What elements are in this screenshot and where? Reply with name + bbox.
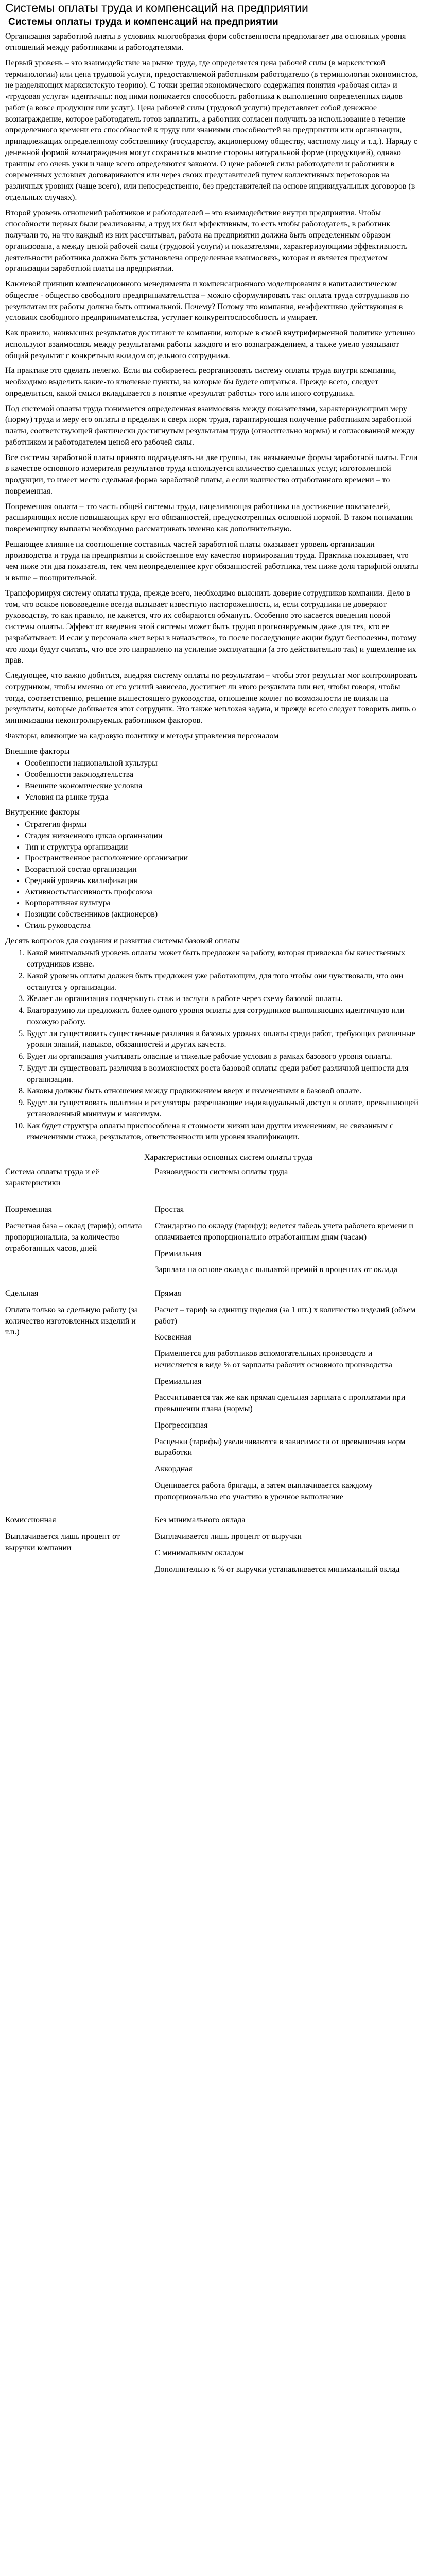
variant-name: Аккордная bbox=[154, 1465, 193, 1474]
paragraph: Как правило, наивысших результатов достигают те компании, которые в своей внутрифирменной политике успешно используют взаимосвязь между результатами работы каждого и его вознаграждением, а также умело увязывают общий результат с конкретным вкладом отдельного сотрудника. bbox=[5, 329, 415, 360]
variant-name: Без минимального оклада bbox=[154, 1516, 246, 1525]
system-description: Расчетная база – оклад (тариф); оплата пропорциональна, за количество отработанных часов, дней bbox=[5, 1222, 142, 1253]
paragraph: Решающее влияние на соотношение составных частей заработной платы оказывает уровень организации производства и труда на предприятии и свойственное ему качество нормирования труда. Практика показывает, что чем ниже эти два показателя, тем чем неопределеннее круг обязанностей работника, тем ниже доля тарифной оплаты и выше – поощрительной. bbox=[5, 539, 418, 583]
paragraph: Первый уровень – это взаимодействие на рынке труда, где определяется цена рабочей силы (в марксистской терминологии) или цена трудовой услуги, предоставляемой работником работодателю (в терминологии экономистов, не разделяющих марксистскую теорию). С точки зрения экономического содержания понятия «рабочая сила» и «трудовая услуга» идентичны: под ними понимается способность работника к выполнению определенных видов работ (а вовсе продукция или услуг). Цена рабочей силы (трудовой услуги) представляет собой денежное вознаграждение, которое работодатель готов заплатить, а работник согласен получить за использование в течение определенного времени его способностей к труду или знаниями способностей на предприятии или организации, принадлежащих определенному собственнику (государству, акционерному обществу, частному лицу и т.д.). Наряду с денежной формой вознаграждения могут сохраняться многие стороны натуральной форме (продукцией), однако границы его очень узки и чаще всего определяются законом. О цене рабочей силы работодатели и работники в современных условиях договариваются или через своих представителей путем коллективных переговоров на различных уровнях (чаще всего), или непосредственно, без представителей на основе индивидуальных договоров (в отдельных случаях). bbox=[5, 58, 418, 202]
question-item: 7. Будут ли существовать различия в возможностях роста базовой оплаты среди работ различной ценности для организации. bbox=[27, 1063, 421, 1086]
system-name: Повременная bbox=[5, 1205, 53, 1214]
system-name: Сдельная bbox=[5, 1289, 39, 1298]
list-item: • Внешние экономические условия bbox=[25, 781, 421, 792]
table-cell bbox=[155, 1204, 421, 1281]
variant-description: Зарплата на основе оклада с выплатой премий в процентах от оклада bbox=[154, 1265, 397, 1275]
table-header-cell: Разновидности системы оплаты труда bbox=[154, 1167, 288, 1176]
paragraph: Второй уровень отношений работников и работодателей – это взаимодействие внутри предприятия. Чтобы способности первых были реализованы, а труд их был эффективным, то есть чтобы работодатель, в работник получали то, на что каждый из них рассчитывал, работа на предприятии должна быть определенным образом организована, а между ценой рабочей силы (трудовой услуги) и показателями, характеризующими эффективность деятельности работника должна быть установлена определенная взаимосвязь, которая и является предметом организации заработной платы на предприятии. bbox=[5, 208, 408, 274]
question-item: 1. Какой минимальный уровень оплаты может быть предложен за работу, которая привлекла бы качественных сотрудников извне. bbox=[27, 947, 421, 970]
variant-description: Стандартно по окладу (тарифу); ведется табель учета рабочего времени и оплачивается пропорционально отработанным дням (часам) bbox=[154, 1222, 413, 1242]
variant-name: Прямая bbox=[154, 1289, 181, 1298]
table-header-cell: Система оплаты труда и её характеристики bbox=[5, 1167, 99, 1188]
factors-heading: Факторы, влияющие на кадровую политику и методы управления персоналом bbox=[5, 731, 279, 740]
question-item: 5. Будут ли существовать существенные различия в базовых уровнях оплаты среди работ, требующих различные уровни знаний, навыков, обязанностей и других качеств. bbox=[27, 1028, 421, 1051]
list-item: • Позиции собственников (акционеров) bbox=[25, 909, 421, 920]
variant-description: Применяется для работников вспомогательных производств и исчисляется в виде % от зарплаты рабочих основного производства bbox=[154, 1349, 392, 1369]
variant-name: Косвенная bbox=[154, 1333, 192, 1342]
variant-description: Оценивается работа бригады, а затем выплачивается каждому пропорционально его участию в урочное выполнение bbox=[154, 1481, 373, 1501]
variant-name: Премиальная bbox=[154, 1377, 202, 1386]
paragraph: Ключевой принцип компенсационного менеджмента и компенсационного моделирования в капиталистическом обществе - общество свободного предпринимательства – можно сформулировать так: оплата труда сотрудников по результатам их работы должна быть оптимальной. Почему? Потому что компания, неэффективно действующая в условиях свободного предпринимательства, уступает конкурентоспособность и умирает. bbox=[5, 280, 409, 323]
variant-description: Выплачивается лишь процент от выручки bbox=[154, 1532, 302, 1541]
paragraph: Все системы заработной платы принято подразделять на две группы, так называемые формы заработной платы. Если в качестве основного измерителя результатов труда используется количество сделанных услуг, изготовленной продукции, то имеет место сдельная форма заработной платы, а если количество отработанного времени – то повременная. bbox=[5, 453, 418, 496]
list-item: • Условия на рынке труда bbox=[25, 792, 421, 803]
variant-name: С минимальным окладом bbox=[154, 1548, 244, 1557]
list-item: • Стратегия фирмы bbox=[25, 819, 421, 831]
paragraph: Трансформируя систему оплаты труда, прежде всего, необходимо выяснить доверие сотрудников компании. Дело в том, что всякое нововведение всегда вызывает известную настороженность, и, если сотрудники не доверяют руководству, то как правило, не кажется, что их собираются обмануть. Особенно это касается введения новой системы оплаты. Эффект от введения этой системы может быть трудно прогнозируемым даже для тех, кто ее разрабатывает. И если у персонала «нет веры в начальство», то после последующие акции будут бесполезны, потому что люди будут считать, что все это направлено на усиление эксплуатации (а это действительно так) и ущемление их прав. bbox=[5, 588, 417, 665]
table-row bbox=[5, 1507, 421, 1580]
question-item: 10. Как будет структура оплаты приспособлена к стоимости жизни или другим изменениям, не связанным с изменениями стажа, результатов, ответственности или уровня квалификации. bbox=[27, 1121, 421, 1143]
question-item: 9. Будут ли существовать политики и регуляторы разрешающие индивидуальный доступ к оплате, превышающей установленный минимум и максимум. bbox=[27, 1097, 421, 1120]
page-title: Системы оплаты труда и компенсаций на предприятии bbox=[5, 1, 308, 14]
list-item: • Активность/пассивность профсоюза bbox=[25, 887, 421, 898]
variant-description: Расчет – тариф за единицу изделия (за 1 шт.) х количество изделий (объем работ) bbox=[154, 1305, 416, 1326]
list-item: • Стиль руководства bbox=[25, 920, 421, 931]
table-header-row bbox=[5, 1166, 421, 1205]
external-factors-list bbox=[5, 758, 421, 803]
variant-name: Премиальная bbox=[154, 1249, 202, 1258]
pay-systems-table bbox=[5, 1166, 421, 1581]
questions-list bbox=[5, 947, 421, 1143]
list-item: • Тип и структура организации bbox=[25, 842, 421, 853]
paragraph: Организация заработной платы в условиях многообразия форм собственности предполагает два основных уровня отношений между работниками и работодателями. bbox=[5, 32, 406, 53]
list-item: • Особенности законодательства bbox=[25, 769, 421, 781]
list-item: • Стадия жизненного цикла организации bbox=[25, 831, 421, 842]
table-cell bbox=[155, 1281, 421, 1507]
paragraph: Следующее, что важно добиться, внедряя систему оплаты по результатам – чтобы этот результат мог контролировать сотрудником, чтобы именно от его усилий зависело, достигнет ли этого результата или нет, чтобы говоря, чтобы тогда, соответственно, решение вышестоящего руководства, отношение коллег по возможности не влияли на результаты, которые добивается этот сотрудник. Это также неплохая задача, и прежде всего следует говорить лишь о минимизации неконтролируемых работником факторов. bbox=[5, 671, 417, 725]
variant-description: Расценки (тарифы) увеличиваются в зависимости от превышения норм выработки bbox=[154, 1437, 406, 1458]
question-item: 2. Какой уровень оплаты должен быть предложен уже работающим, для того чтобы они чувствовали, что они останутся у организации. bbox=[27, 971, 421, 993]
internal-factors-list bbox=[5, 819, 421, 931]
list-item: • Корпоративная культура bbox=[25, 897, 421, 909]
table-cell bbox=[155, 1507, 421, 1580]
questions-intro: Десять вопросов для создания и развития системы базовой оплаты bbox=[5, 936, 240, 945]
variant-description: Дополнительно к % от выручки устанавливается минимальный оклад bbox=[154, 1565, 400, 1574]
list-item: • Возрастной состав организации bbox=[25, 864, 421, 875]
variant-description: Рассчитывается так же как прямая сдельная зарплата с проплатами при превышении плана (нормы) bbox=[154, 1393, 406, 1414]
system-description: Оплата только за сдельную работу (за количество изготовленных изделий и т.п.) bbox=[5, 1305, 138, 1337]
question-item: 3. Желает ли организация подчеркнуть стаж и заслуги в работе через схему базовой оплаты. bbox=[27, 993, 421, 1005]
system-description: Выплачивается лишь процент от выручки компании bbox=[5, 1532, 120, 1552]
question-item: 8. Каковы должны быть отношения между продвижением вверх и изменениями в базовой оплате. bbox=[27, 1086, 421, 1097]
external-factors-label: Внешние факторы bbox=[5, 747, 70, 756]
table-caption: Характеристики основных систем оплаты труда bbox=[144, 1153, 313, 1162]
internal-factors-label: Внутренние факторы bbox=[5, 808, 80, 817]
question-item: 4. Благоразумно ли предложить более одного уровня оплаты для сотрудников выполняющих идентичную или похожую работу. bbox=[27, 1005, 421, 1028]
list-item: • Средний уровень квалификации bbox=[25, 875, 421, 887]
question-item: 6. Будет ли организация учитывать опасные и тяжелые рабочие условия в рамках базового уровня оплаты. bbox=[27, 1051, 421, 1062]
table-cell bbox=[5, 1281, 155, 1507]
paragraph: Повременная оплата – это часть общей системы труда, нацеливающая работника на достижение показателей, расширяющих иссле повышающих круг его обязанностей, предусмотренных основной нормой. В таком понимании повременщику выплаты необходимо рассматривать именно как дополнительную. bbox=[5, 502, 413, 534]
table-row bbox=[5, 1281, 421, 1507]
paragraph: Под системой оплаты труда понимается определенная взаимосвязь между показателями, характеризующими меру (норму) труда и меру его оплаты в пределах и сверх норм труда, гарантирующая получение работником заработной платы, соответствующей фактически достигнутым результатам труда (относительно нормы) и согласованной между работником и работодателем ценой его рабочей силы. bbox=[5, 404, 415, 447]
system-name: Комиссионная bbox=[5, 1516, 56, 1525]
variant-name: Простая bbox=[154, 1205, 184, 1214]
table-cell bbox=[5, 1204, 155, 1281]
list-item: • Особенности национальной культуры bbox=[25, 758, 421, 769]
paragraph: На практике это сделать нелегко. Если вы собираетесь реорганизовать систему оплаты труда внутри компании, необходимо выделить какие-то ключевые пункты, на которые бы будете опираться. Прежде всего, следует определиться, какой смысл вкладывается в понятие «результат работы» того или иного сотрудника. bbox=[5, 366, 396, 398]
table-row bbox=[5, 1204, 421, 1281]
variant-name: Прогрессивная bbox=[154, 1420, 208, 1430]
table-cell bbox=[5, 1507, 155, 1580]
page-subtitle: Системы оплаты труда и компенсаций на предприятии bbox=[8, 16, 278, 27]
list-item: • Пространственное расположение организации bbox=[25, 853, 421, 864]
intro-paragraphs bbox=[5, 31, 421, 741]
